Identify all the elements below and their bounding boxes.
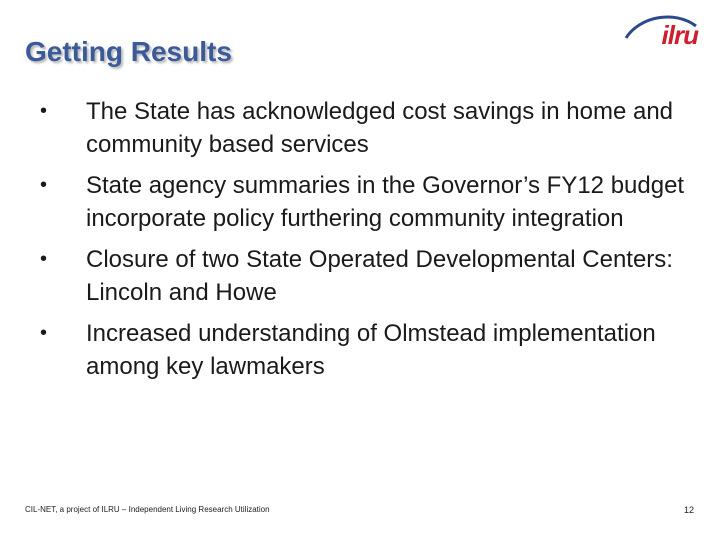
logo-text: ilru — [661, 20, 698, 50]
bullet-marker: • — [40, 174, 48, 196]
bullet-marker: • — [40, 100, 48, 122]
bullet-marker: • — [40, 322, 48, 344]
footer-credit: CIL-NET, a project of ILRU – Independent Living Research Utilization — [25, 505, 270, 514]
bullet-item — [40, 169, 690, 235]
bullet-text: State agency summaries in the Governor’s FY12 budget incorporate policy furthering community integration — [86, 172, 685, 232]
bullet-text: Closure of two State Operated Developmental Centers: Lincoln and Howe — [86, 246, 673, 306]
bullet-text: Increased understanding of Olmstead implementation among key lawmakers — [86, 320, 656, 380]
slide-title: Getting Results — [25, 36, 232, 67]
bullet-item — [40, 243, 690, 309]
bullet-text: The State has acknowledged cost savings in home and community based services — [86, 98, 674, 158]
bullet-list — [40, 95, 690, 391]
bullet-item — [40, 317, 690, 383]
page-number: 12 — [684, 505, 695, 515]
ilru-logo — [620, 8, 698, 54]
bullet-marker: • — [40, 248, 48, 270]
bullet-item — [40, 95, 690, 161]
